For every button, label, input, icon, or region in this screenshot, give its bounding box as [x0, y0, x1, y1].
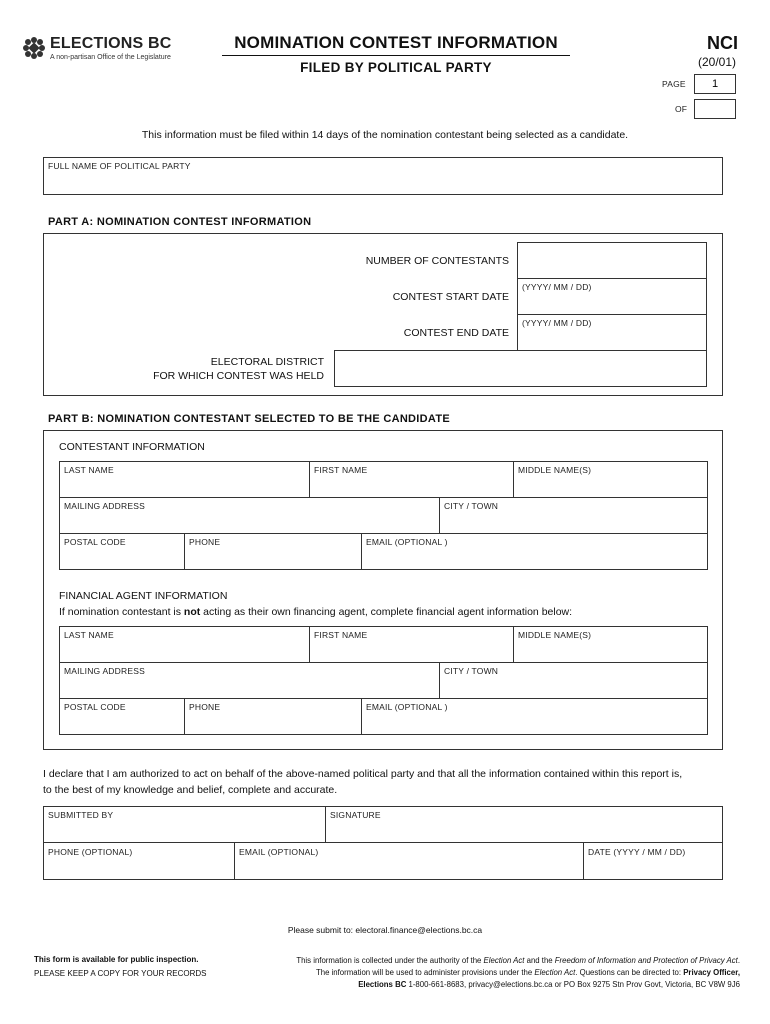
- electoral-district-label-line1: ELECTORAL DISTRICT: [210, 356, 324, 368]
- of-label: OF: [675, 104, 688, 114]
- contestant-info-title: CONTESTANT INFORMATION: [59, 441, 205, 453]
- agent-city-label: CITY / TOWN: [444, 666, 499, 676]
- public-inspection-note: This form is available for public inspection.: [34, 955, 199, 964]
- contestant-mailing-address-field[interactable]: [59, 497, 440, 534]
- contestant-first-name-label: FIRST NAME: [314, 465, 368, 475]
- contestant-last-name-label: LAST NAME: [64, 465, 114, 475]
- logo: [22, 34, 192, 64]
- start-date-format-hint: (YYYY/ MM / DD): [522, 282, 592, 292]
- agent-note-bold: not: [183, 606, 201, 618]
- phone-optional-label: PHONE (OPTIONAL): [48, 847, 133, 857]
- declaration-line2: to the best of my knowledge and belief, complete and accurate.: [43, 784, 338, 796]
- contestant-mailing-address-label: MAILING ADDRESS: [64, 501, 145, 511]
- elections-bc-logo-icon: [22, 36, 46, 60]
- part-b-heading: PART B: NOMINATION CONTESTANT SELECTED TO BE THE CANDIDATE: [48, 413, 450, 425]
- contestant-city-field[interactable]: [439, 497, 708, 534]
- submitted-by-field[interactable]: [43, 806, 326, 843]
- part-a-heading: PART A: NOMINATION CONTEST INFORMATION: [48, 216, 312, 228]
- agent-last-name-label: LAST NAME: [64, 630, 114, 640]
- authority-line3: [200, 979, 740, 991]
- contestant-last-name-field[interactable]: [59, 461, 310, 498]
- contest-start-date-field[interactable]: [517, 278, 707, 315]
- signature-field[interactable]: [325, 806, 723, 843]
- contestant-phone-field[interactable]: [184, 533, 362, 570]
- date-label: DATE (YYYY / MM / DD): [588, 847, 686, 857]
- agent-note-post: acting as their own financing agent, complete financial agent information below:: [200, 606, 573, 618]
- form-title: NOMINATION CONTEST INFORMATION: [234, 33, 558, 52]
- form-code: NCI: [707, 33, 738, 53]
- contestant-middle-name-label: MIDDLE NAME(S): [518, 465, 592, 475]
- electoral-district-field[interactable]: [334, 350, 707, 387]
- contestant-email-label: EMAIL (OPTIONAL ): [366, 537, 448, 547]
- submitted-by-label: SUBMITTED BY: [48, 810, 114, 820]
- declaration-line1: I declare that I am authorized to act on behalf of the above-named political party and that all the information contained within this report is,: [43, 768, 683, 780]
- agent-phone-field[interactable]: [184, 698, 362, 735]
- agent-middle-name-field[interactable]: [513, 626, 708, 663]
- agent-mailing-address-label: MAILING ADDRESS: [64, 666, 145, 676]
- auth-foi: Freedom of Information and Protection of Privacy Act: [554, 956, 738, 965]
- contestant-phone-label: PHONE: [189, 537, 221, 547]
- party-name-label: FULL NAME OF POLITICAL PARTY: [48, 161, 191, 171]
- page-input[interactable]: [695, 75, 735, 93]
- agent-postal-code-field[interactable]: [59, 698, 185, 735]
- electoral-district-label-line2: FOR WHICH CONTEST WAS HELD: [153, 370, 324, 382]
- contact-rest: 1-800-661-8683, privacy@elections.bc.ca or PO Box 9275 Stn Prov Govt, Victoria, BC V8W 9J6: [406, 980, 740, 989]
- contestant-city-label: CITY / TOWN: [444, 501, 499, 511]
- agent-note-pre: If nomination contestant is: [59, 606, 184, 618]
- contact-org: Elections BC: [358, 980, 407, 989]
- auth-act: Election Act: [483, 956, 525, 965]
- use-act: Election Act: [534, 968, 576, 977]
- authority-note: [200, 955, 740, 991]
- submit-instructions: Please submit to: electoral.finance@elections.bc.ca: [287, 925, 483, 935]
- of-field[interactable]: [694, 99, 736, 119]
- num-contestants-label: NUMBER OF CONTESTANTS: [365, 255, 509, 267]
- contestant-email-field[interactable]: [361, 533, 708, 570]
- logo-tagline: A non-partisan Office of the Legislature: [50, 54, 171, 61]
- use-text-1: The information will be used to administer provisions under the: [315, 968, 535, 977]
- contest-end-date-label: CONTEST END DATE: [403, 327, 509, 339]
- financial-agent-note: [59, 606, 572, 618]
- agent-postal-code-label: POSTAL CODE: [64, 702, 126, 712]
- signature-label: SIGNATURE: [330, 810, 381, 820]
- contest-end-date-field[interactable]: [517, 314, 707, 351]
- keep-copy-note: PLEASE KEEP A COPY FOR YOUR RECORDS: [34, 969, 207, 978]
- agent-city-field[interactable]: [439, 662, 708, 699]
- authority-line1: [200, 955, 740, 967]
- title-rule: [222, 55, 570, 56]
- authority-line2: [200, 967, 740, 979]
- intro-text: This information must be filed within 14 days of the nomination contestant being selected as a candidate.: [141, 129, 629, 141]
- agent-last-name-field[interactable]: [59, 626, 310, 663]
- page-field[interactable]: [694, 74, 736, 94]
- agent-mailing-address-field[interactable]: [59, 662, 440, 699]
- part-b-frame: [43, 430, 723, 750]
- end-date-format-hint: (YYYY/ MM / DD): [522, 318, 592, 328]
- logo-text: ELECTIONS BC: [50, 35, 172, 52]
- email-optional-label: EMAIL (OPTIONAL): [239, 847, 319, 857]
- contestant-first-name-field[interactable]: [309, 461, 514, 498]
- agent-email-field[interactable]: [361, 698, 708, 735]
- privacy-officer: Privacy Officer,: [683, 968, 740, 977]
- page-label: PAGE: [662, 79, 686, 89]
- agent-phone-label: PHONE: [189, 702, 221, 712]
- form-version: (20/01): [697, 55, 736, 69]
- part-a-frame: [43, 233, 723, 396]
- date-field[interactable]: [583, 842, 723, 880]
- party-name-field[interactable]: [43, 157, 723, 195]
- auth-text-1: This information is collected under the authority of the: [296, 956, 484, 965]
- auth-text-2: and the: [524, 956, 555, 965]
- agent-first-name-field[interactable]: [309, 626, 514, 663]
- contestant-postal-code-field[interactable]: [59, 533, 185, 570]
- contestant-middle-name-field[interactable]: [513, 461, 708, 498]
- agent-first-name-label: FIRST NAME: [314, 630, 368, 640]
- phone-optional-field[interactable]: [43, 842, 235, 880]
- financial-agent-title: FINANCIAL AGENT INFORMATION: [59, 590, 228, 602]
- contestant-postal-code-label: POSTAL CODE: [64, 537, 126, 547]
- agent-middle-name-label: MIDDLE NAME(S): [518, 630, 592, 640]
- contest-start-date-label: CONTEST START DATE: [392, 291, 509, 303]
- of-input[interactable]: [695, 100, 735, 118]
- email-optional-field[interactable]: [234, 842, 584, 880]
- agent-email-label: EMAIL (OPTIONAL ): [366, 702, 448, 712]
- form-subtitle: FILED BY POLITICAL PARTY: [300, 60, 492, 75]
- auth-text-3: .: [737, 956, 740, 965]
- use-text-2: . Questions can be directed to:: [575, 968, 684, 977]
- num-contestants-field[interactable]: [517, 242, 707, 279]
